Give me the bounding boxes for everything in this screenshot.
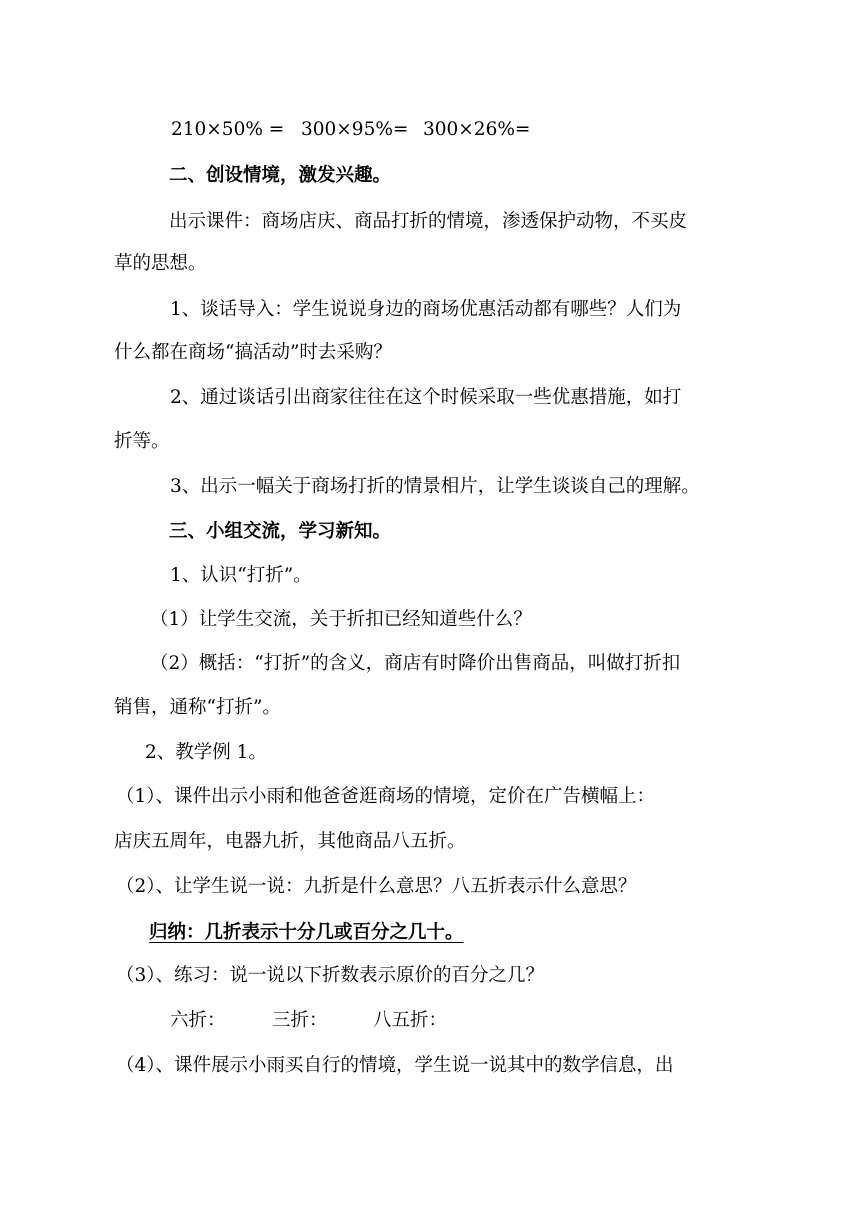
calc-3: 300×26%= — [423, 119, 531, 140]
s2-point-2-line-1: 2、通过谈话引出商家往往在这个时候采取一些优惠措施，如打 — [170, 387, 682, 408]
s3-topic-2: 2、教学例 1。 — [145, 742, 267, 763]
s3-question-2-line-1: （2）概括：“打折”的含义，商店有时降价出售商品，叫做打折扣 — [150, 653, 681, 674]
example-step-4: （4）、课件展示小雨买自行的情境，学生说一说其中的数学信息，出 — [116, 1055, 674, 1076]
discount-prompt-1: 六折： — [170, 1010, 226, 1031]
section-heading-3: 三、小组交流，学习新知。 — [169, 521, 392, 542]
s3-question-2-line-2: 销售，通称“打折”。 — [114, 697, 281, 718]
example-step-3: （3）、练习：说一说以下折数表示原价的百分之几？ — [116, 965, 545, 986]
s2-point-1-line-1: 1、谈话导入：学生说说身边的商场优惠活动都有哪些？人们为 — [170, 299, 682, 320]
s2-point-2-line-2: 折等。 — [114, 431, 170, 452]
summary-line: 归纳：几折表示十分几或百分之几十。 — [149, 922, 464, 943]
section-heading-2: 二、创设情境，激发兴趣。 — [169, 165, 392, 186]
s2-intro-line-1: 出示课件：商场店庆、商品打折的情境，渗透保护动物，不买皮 — [169, 211, 688, 232]
s2-point-1-line-2: 什么都在商场“搞活动”时去采购？ — [114, 342, 392, 363]
s2-intro-line-2: 草的思想。 — [114, 253, 207, 274]
discount-prompt-2: 三折： — [272, 1010, 328, 1031]
calc-2: 300×95%= — [301, 119, 409, 140]
s3-topic-1: 1、认识“打折”。 — [170, 565, 312, 586]
example-step-1-line-2: 店庆五周年，电器九折，其他商品八五折。 — [114, 831, 466, 852]
s3-question-1: （1）让学生交流，关于折扣已经知道些什么？ — [150, 609, 532, 630]
warmup-calculations — [171, 118, 530, 142]
example-step-1-line-1: （1）、课件出示小雨和他爸爸逛商场的情境，定价在广告横幅上： — [116, 786, 656, 807]
discount-prompt-3: 八五折： — [373, 1010, 448, 1031]
s2-point-3: 3、出示一幅关于商场打折的情景相片，让学生谈谈自己的理解。 — [170, 476, 700, 497]
calc-1: 210×50% = — [171, 119, 285, 140]
example-step-2: （2）、让学生说一说：九折是什么意思？八五折表示什么意思？ — [116, 876, 637, 897]
